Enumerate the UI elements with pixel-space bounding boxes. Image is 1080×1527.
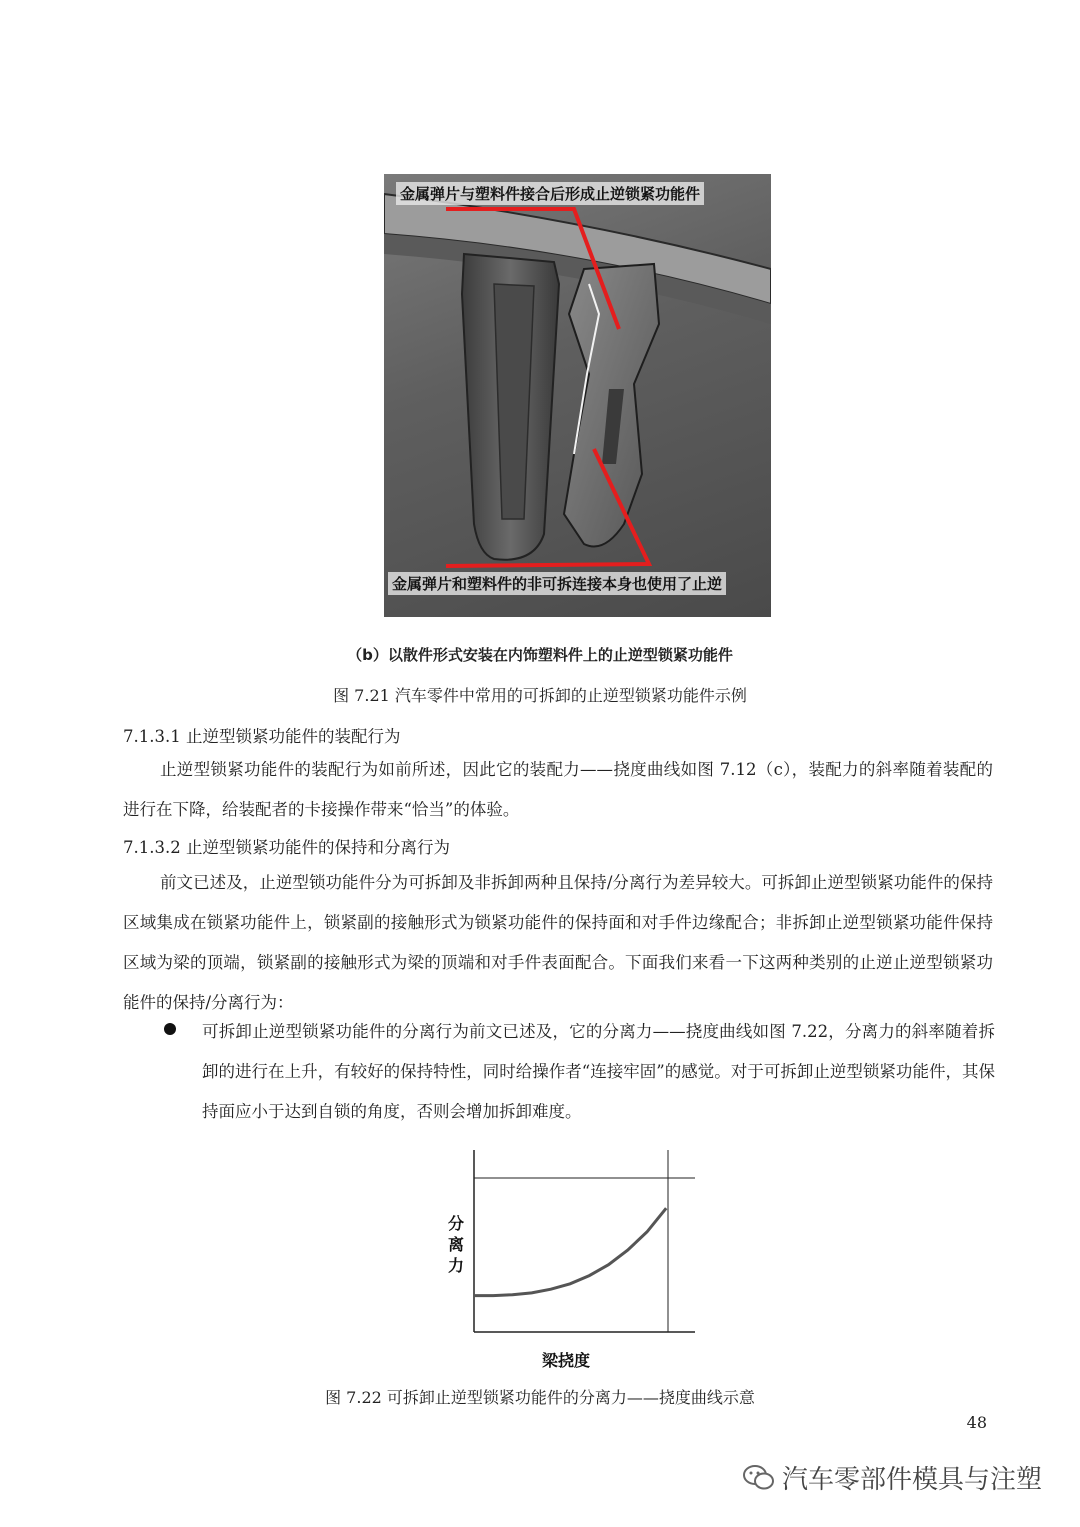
- watermark-text: 汽车零部件模具与注塑: [781, 1465, 1042, 1495]
- chart-svg: [440, 1140, 700, 1380]
- clip-render: [384, 174, 771, 617]
- section-7-1-3-2-text: 前文已述及，止逆型锁功能件分为可拆卸及非拆卸两种且保持/分离行为差异较大。可拆卸止逆型锁紧功能件的保持区域集成在锁紧功能件上，锁紧副的接触形式为锁紧功能件的保持面和对手件边缘配合；非拆卸止逆型锁紧功能件保持区域为梁的顶端，锁紧副的接触形式为梁的顶端和对手件表面配合。下面我们来看一下这两种类别的止逆止逆型锁紧功能件的保持/分离行为：: [123, 873, 993, 1012]
- y-label-char: 分: [448, 1214, 465, 1233]
- y-label-char: 离: [448, 1235, 465, 1254]
- x-axis-label: 梁挠度: [542, 1351, 591, 1370]
- bullet-text: 可拆卸止逆型锁紧功能件的分离行为前文已述及，它的分离力——挠度曲线如图 7.22，分离力的斜率随着拆卸的进行在上升，有较好的保持特性，同时给操作者“连接牢固”的感觉。对于可拆卸止逆型锁紧功能件，其保持面应小于达到自锁的角度，否则会增加拆卸难度。: [202, 1022, 995, 1121]
- figure-b-subcaption: （b）以散件形式安装在内饰塑料件上的止逆型锁紧功能件: [347, 646, 733, 664]
- section-7-1-3-2-heading: 7.1.3.2 止逆型锁紧功能件的保持和分离行为: [123, 838, 450, 857]
- force-deflection-chart: [440, 1140, 700, 1380]
- annotation-label-top: 金属弹片与塑料件接合后形成止逆锁紧功能件: [396, 182, 704, 205]
- figure-7-21-caption: 图 7.21 汽车零件中常用的可拆卸的止逆型锁紧功能件示例: [333, 686, 747, 705]
- bullet-dot: [164, 1023, 176, 1035]
- wechat-icon: [742, 1463, 776, 1493]
- annotation-label-bottom: 金属弹片和塑料件的非可拆连接本身也使用了止逆: [388, 572, 726, 595]
- figure-b-image: [384, 174, 771, 617]
- figure-7-22-caption: 图 7.22 可拆卸止逆型锁紧功能件的分离力——挠度曲线示意: [325, 1388, 755, 1407]
- y-axis-label: [448, 1213, 466, 1276]
- page-number: 48: [966, 1413, 987, 1432]
- separation-force-curve: [474, 1208, 666, 1295]
- section-7-1-3-1-heading: 7.1.3.1 止逆型锁紧功能件的装配行为: [123, 727, 401, 746]
- watermark: [742, 1459, 1042, 1496]
- section-7-1-3-1-text: 止逆型锁紧功能件的装配行为如前所述，因此它的装配力——挠度曲线如图 7.12（c），装配力的斜率随着装配的进行在下降，给装配者的卡接操作带来“恰当”的体验。: [123, 760, 993, 819]
- y-label-char: 力: [448, 1256, 465, 1275]
